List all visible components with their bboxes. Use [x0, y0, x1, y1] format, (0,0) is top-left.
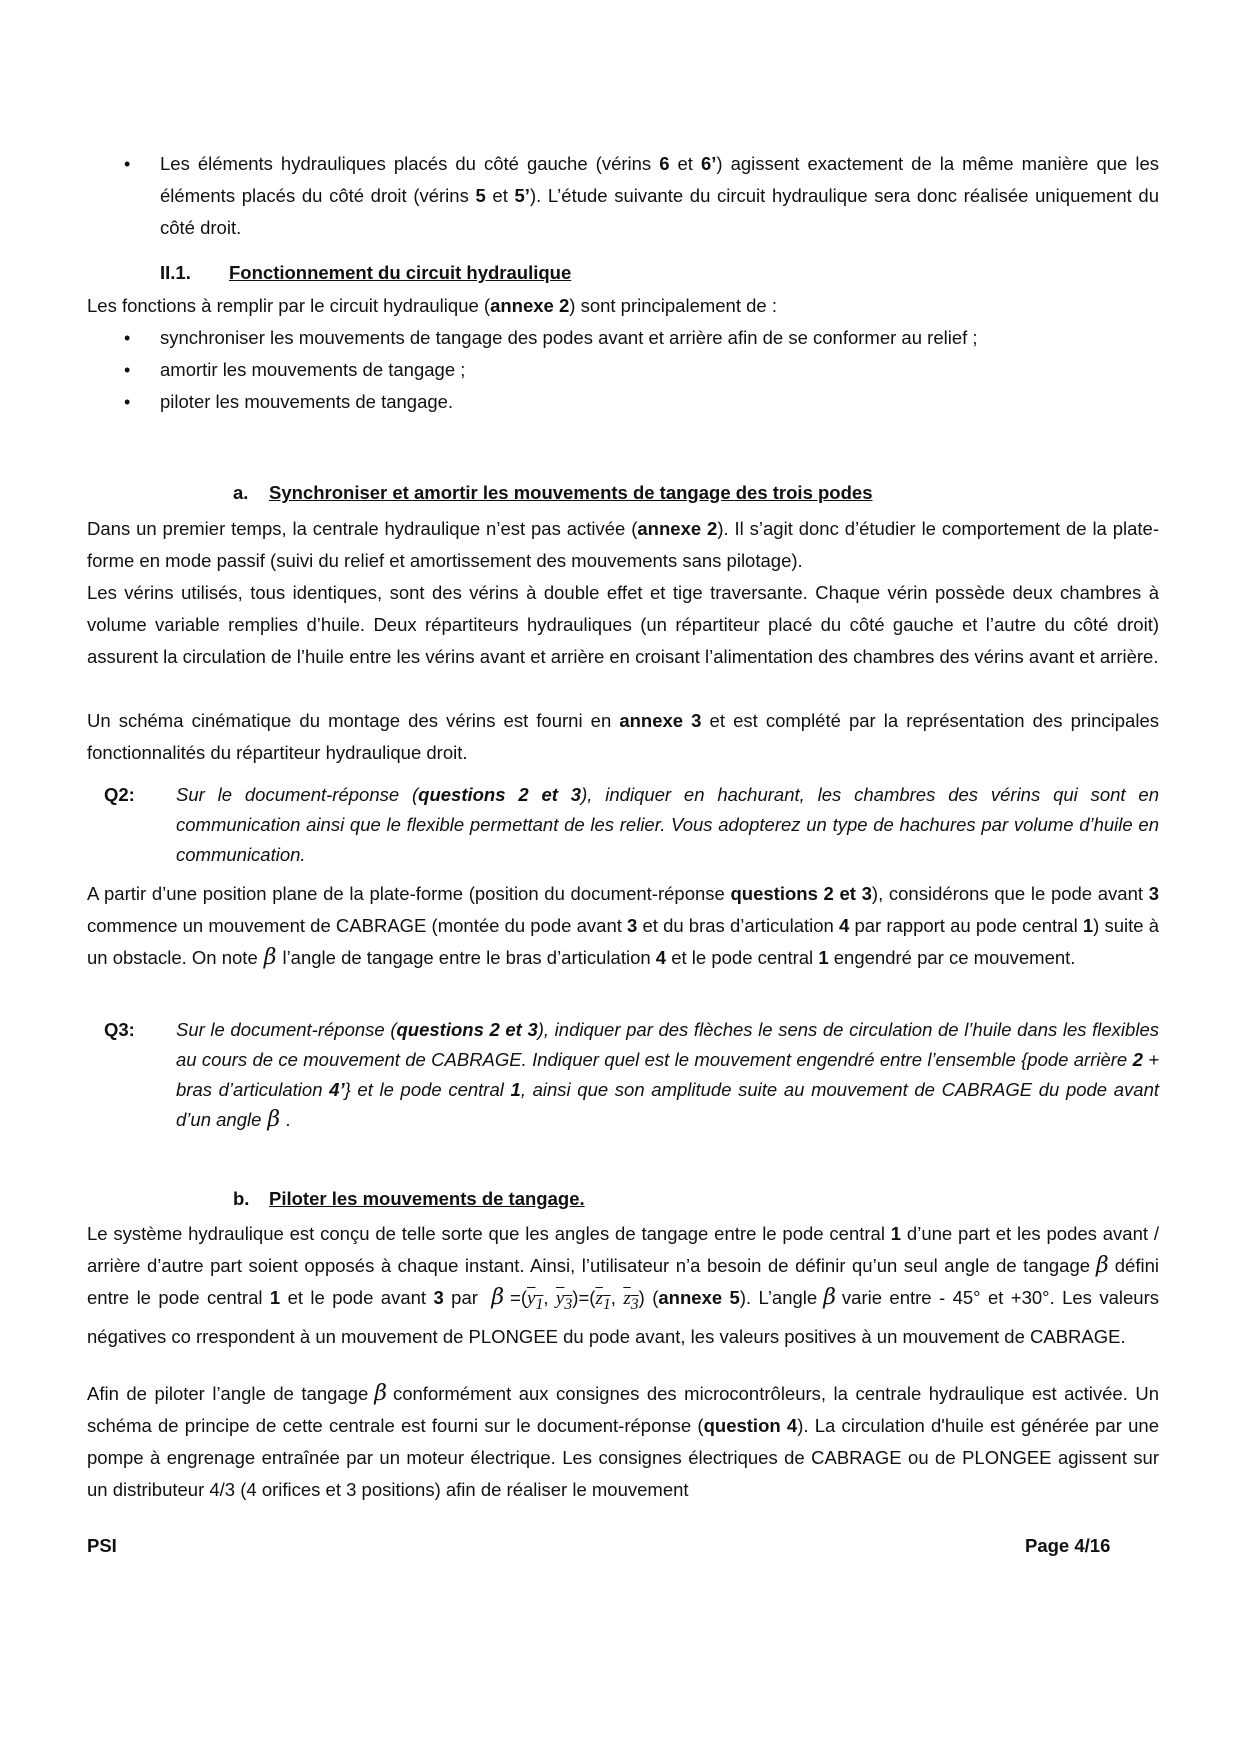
paragraph-cabrage: A partir d’une position plane de la plate-forme (position du document-réponse questions 2 et 3), considérons que le pode avant 3 commence un mouvement de CABRAGE (montée du pode avant 3 et du bras d’articulation 4 par rapport au pode central 1) suite à un obstacle. On note β l’angle de tangage entre le bras d’articulation 4 et le pode central 1 engendré par ce mouvement. — [87, 883, 1159, 970]
footer-page-number: Page 4/16 — [1025, 1535, 1111, 1556]
subsection-a-title: Synchroniser et amortir les mouvements de tangage des trois podes — [269, 482, 873, 503]
beta-symbol: β — [1096, 1253, 1109, 1278]
function-item: piloter les mouvements de tangage. — [160, 391, 454, 412]
subsection-b-letter: b. — [233, 1188, 250, 1209]
bullet-symbol: • — [124, 154, 131, 174]
subsection-b-title: Piloter les mouvements de tangage. — [269, 1188, 585, 1209]
subsection-a-letter: a. — [233, 482, 249, 503]
paragraph-passive-mode: Dans un premier temps, la centrale hydraulique n’est pas activée (annexe 2). Il s’agit donc d’étudier le comportement de la plate-forme en mode passif (suivi du relief et amortissement des mouvements sans pilotage). — [87, 518, 1159, 571]
beta-angle-formula: $\beta =(y_1$, $y_3)=(z_1$, $z_3$) — [491, 1285, 653, 1313]
footer-subject: PSI — [87, 1535, 117, 1556]
paragraph-centrale: Afin de piloter l’angle de tangage β conformément aux consignes des microcontrôleurs, la centrale hydraulique est activée. Un schéma de principe de cette centrale est fourni sur le document-réponse (question 4). La circulation d'huile est générée par une pompe à engrenage entraînée par un moteur électrique. Les consignes électriques de CABRAGE ou de PLONGEE agissent sur un distributeur 4/3 (4 orifices et 3 positions) afin de réaliser le mouvement — [87, 1381, 1160, 1500]
question-2-label: Q2: — [104, 784, 135, 805]
bullet-symbol: • — [124, 328, 131, 348]
question-2-text: Sur le document-réponse (questions 2 et 3), indiquer en hachurant, les chambres des vérins qui sont en communication ainsi que le flexible permettant de les relier. Vous adopterez un type de hachures par volume d’huile en communication. — [176, 784, 1159, 865]
question-3-text: Sur le document-réponse (questions 2 et 3), indiquer par des flèches le sens de circulation de l’huile dans les flexibles au cours de ce mouvement de CABRAGE. Indiquer quel est le mouvement engendré entre l’ensemble {pode arrière 2 + bras d’articulation 4’} et le pode central 1, ainsi que son amplitude suite au mouvement de CABRAGE du pode avant d’un angle β . — [176, 1019, 1160, 1132]
paragraph-pilotage: Le système hydraulique est conçu de telle sorte que les angles de tangage entre le pode central 1 d’une part et les podes avant / arrière d’autre part soient opposés à chaque instant. Ainsi, l’utilisateur n’a besoin de définir qu’un seul angle de tangage β défini entre le pode central 1 et le pode avant 3 par $\beta =(y_1$, $y_3)=(z_1$, $z_3$) (annexe 5). L’angle β varie entre - 45° et +30°. Les valeurs négatives co rrespondent à un mouvement de PLONGEE du pode avant, les valeurs positives à un mouvement de CABRAGE. — [87, 1223, 1159, 1347]
function-item: synchroniser les mouvements de tangage des podes avant et arrière afin de se conformer au relief ; — [160, 327, 978, 348]
functions-intro: Les fonctions à remplir par le circuit hydraulique (annexe 2) sont principalement de : — [87, 295, 777, 316]
bullet-symbol: • — [124, 392, 131, 412]
beta-symbol: β — [491, 1285, 505, 1310]
section-title: Fonctionnement du circuit hydraulique — [229, 262, 572, 283]
beta-symbol: β — [263, 945, 277, 970]
intro-bullet-text: Les éléments hydrauliques placés du côté gauche (vérins 6 et 6’) agissent exactement de la même manière que les éléments placés du côté droit (vérins 5 et 5’). L’étude suivante du circuit hydraulique sera donc réalisée uniquement du côté droit. — [160, 153, 1159, 238]
section-number: II.1. — [160, 262, 191, 283]
paragraph-schema: Un schéma cinématique du montage des vérins est fourni en annexe 3 et est complété par la représentation des principales fonctionnalités du répartiteur hydraulique droit. — [87, 710, 1159, 763]
beta-symbol: β — [267, 1107, 281, 1132]
beta-symbol: β — [823, 1285, 836, 1310]
paragraph-verins: Les vérins utilisés, tous identiques, sont des vérins à double effet et tige traversante. Chaque vérin possède deux chambres à volume variable remplies d’huile. Deux répartiteurs hydrauliques (un répartiteur placé du côté gauche et l’autre du côté droit) assurent la circulation de l’huile entre les vérins avant et arrière en croisant l’alimentation des chambres des vérins avant et arrière. — [87, 582, 1159, 667]
beta-symbol: β — [374, 1381, 387, 1406]
bullet-symbol: • — [124, 360, 131, 380]
function-item: amortir les mouvements de tangage ; — [160, 359, 466, 380]
question-3-label: Q3: — [104, 1019, 135, 1040]
